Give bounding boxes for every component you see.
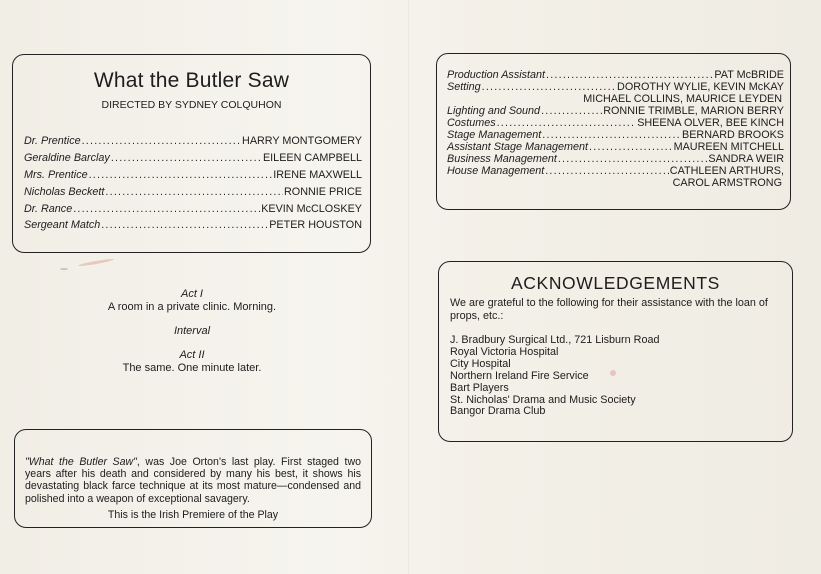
play-title: What the Butler Saw <box>93 69 290 92</box>
play-note <box>25 456 361 505</box>
director-credit: DIRECTED BY SYDNEY COLQUHON <box>101 99 282 111</box>
acknowledgement-item: Bart Players <box>450 381 509 394</box>
leader-dots <box>101 219 268 231</box>
cast-box <box>12 54 371 253</box>
crew-name: PAT McBRIDE <box>714 69 784 81</box>
leader-dots <box>482 81 616 93</box>
acknowledgements-box <box>438 261 793 442</box>
cast-actor: RONNIE PRICE <box>284 186 362 198</box>
crew-role: Assistant Stage Management <box>447 141 589 153</box>
stain-mark <box>60 268 68 270</box>
act-one-description: A room in a private clinic. Morning. <box>107 301 277 313</box>
leader-dots <box>542 129 681 141</box>
leader-dots <box>105 186 283 198</box>
crew-row <box>447 105 784 117</box>
play-note-quote: "What the Butler Saw" <box>25 456 137 468</box>
crew-name: SANDRA WEIR <box>708 153 784 165</box>
crew-role: Stage Management <box>447 129 542 141</box>
crew-name: DOROTHY WYLIE, KEVIN McKAY <box>617 81 784 93</box>
crew-row <box>447 81 784 93</box>
leader-dots <box>111 152 262 164</box>
cast-actor: PETER HOUSTON <box>269 219 362 231</box>
interval-label: Interval <box>173 325 211 337</box>
acknowledgements-intro: We are grateful to the following for their assistance with the loan of props, etc.: <box>450 297 768 322</box>
crew-name: BERNARD BROOKS <box>682 129 784 141</box>
leader-dots <box>546 69 713 81</box>
page-fold <box>408 0 409 574</box>
leader-dots <box>545 165 669 177</box>
crew-role: Business Management <box>447 153 557 165</box>
cast-actor: EILEEN CAMPBELL <box>262 152 362 164</box>
cast-actor: HARRY MONTGOMERY <box>242 135 362 147</box>
premiere-note: This is the Irish Premiere of the Play <box>107 509 279 521</box>
cast-actor: KEVIN McCLOSKEY <box>261 203 362 215</box>
crew-row <box>447 141 784 153</box>
cast-role: Mrs. Prentice <box>24 169 88 181</box>
acknowledgement-item: City Hospital <box>450 357 511 370</box>
cast-role: Sergeant Match <box>24 219 101 231</box>
crew-row <box>447 165 784 177</box>
crew-role: Setting <box>447 81 481 93</box>
acknowledgements-title: ACKNOWLEDGEMENTS <box>511 273 720 293</box>
crew-row <box>447 153 784 165</box>
crew-role: Production Assistant <box>447 69 546 81</box>
cast-row <box>24 152 362 164</box>
play-note-box <box>14 429 372 528</box>
crew-box <box>436 53 791 210</box>
crew-role: Costumes <box>447 117 496 129</box>
act-one-label: Act I <box>180 288 203 300</box>
cast-row <box>24 203 362 215</box>
leader-dots <box>558 153 708 165</box>
acknowledgements-list <box>450 335 659 418</box>
leader-dots <box>589 141 673 153</box>
cast-role: Dr. Prentice <box>24 135 81 147</box>
crew-name: SHEENA OLVER, BEE KINCH <box>637 117 784 129</box>
crew-name: MAUREEN MITCHELL <box>673 141 784 153</box>
acknowledgement-item: Bangor Drama Club <box>450 405 546 418</box>
play-note-text: , was Joe Orton's last play. First staged two years after his death and considered by many his best, it shows his devastating black farce technique at its most mature—condensed and polished into a weapon of exceptional savagery. <box>25 456 361 505</box>
crew-row <box>447 129 784 141</box>
cast-row <box>24 169 362 181</box>
act-two-label: Act II <box>179 349 205 361</box>
cast-actor: IRENE MAXWELL <box>273 169 362 181</box>
acknowledgement-item: Royal Victoria Hospital <box>450 345 559 358</box>
crew-name: CATHLEEN ARTHURS, <box>669 165 784 177</box>
acknowledgement-item: Northern Ireland Fire Service <box>450 369 589 382</box>
acknowledgement-item: St. Nicholas' Drama and Music Society <box>450 393 636 406</box>
leader-dots <box>89 169 273 181</box>
leader-dots <box>497 117 637 129</box>
crew-role: House Management <box>447 165 545 177</box>
acknowledgement-item: J. Bradbury Surgical Ltd., 721 Lisburn Road <box>450 334 660 346</box>
cast-row <box>24 219 362 231</box>
act-two-description: The same. One minute later. <box>122 362 262 374</box>
crew-role: Lighting and Sound <box>447 105 541 117</box>
leader-dots <box>82 135 241 147</box>
crew-row <box>447 117 784 129</box>
crew-name-continued: MICHAEL COLLINS, MAURICE LEYDEN <box>583 93 782 105</box>
crew-name-continued: CAROL ARMSTRONG <box>672 177 782 189</box>
cast-row <box>24 186 362 198</box>
cast-role: Dr. Rance <box>24 203 73 215</box>
cast-row <box>24 135 362 147</box>
crew-name: RONNIE TRIMBLE, MARION BERRY <box>603 105 784 117</box>
cast-role: Geraldine Barclay <box>24 152 110 164</box>
leader-dots <box>73 203 260 215</box>
cast-role: Nicholas Beckett <box>24 186 105 198</box>
crew-row <box>447 69 784 81</box>
leader-dots <box>541 105 602 117</box>
